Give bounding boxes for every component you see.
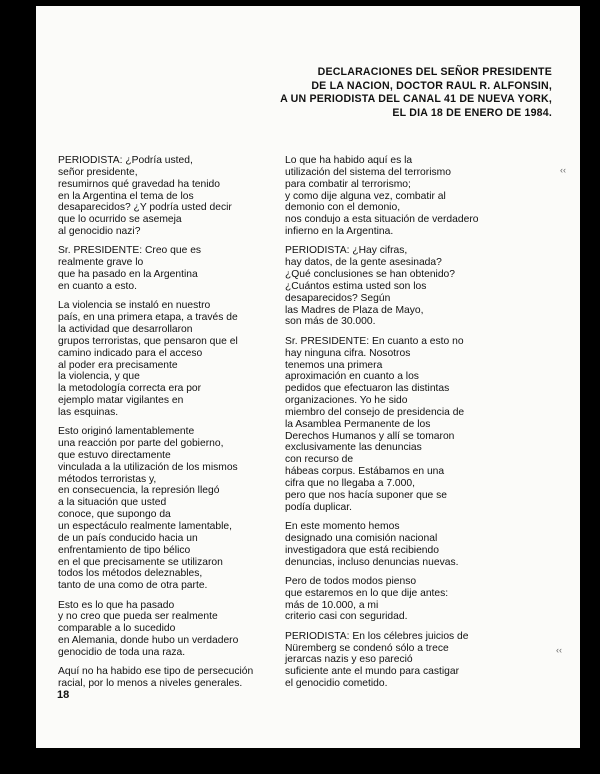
document-heading [280, 66, 552, 120]
paragraph [58, 600, 273, 659]
text-line: PERIODISTA: ¿Hay cifras, [285, 245, 408, 257]
text-line: tanto de una como de otra parte. [58, 580, 208, 592]
text-line: nos condujo a esta situación de verdadero [285, 214, 479, 226]
text-line: con recurso de [285, 454, 354, 466]
paragraph [285, 521, 495, 568]
heading-line: EL DIA 18 DE ENERO DE 1984. [392, 106, 552, 119]
text-line: podía duplicar. [285, 501, 352, 513]
text-line: desaparecidos? ¿Y podría usted decir [58, 202, 232, 214]
text-line: ejemplo matar vigilantes en [58, 395, 184, 407]
text-line: La violencia se instaló en nuestro [58, 300, 211, 312]
text-line: Derechos Humanos y allí se tomaron [285, 430, 455, 442]
text-line: realmente grave lo [58, 257, 144, 269]
paragraph [285, 576, 495, 623]
heading-line: DE LA NACION, DOCTOR RAUL R. ALFONSIN, [311, 79, 552, 92]
text-line: cifra que no llegaba a 7.000, [285, 477, 415, 489]
margin-mark: ‹‹ [556, 645, 562, 655]
text-line: genocidio de toda una raza. [58, 646, 186, 658]
text-line: la violencia, y que [58, 371, 140, 383]
page-number: 18 [57, 689, 70, 701]
text-line: exclusivamente las denuncias [285, 442, 422, 454]
text-line: que estuvo directamente [58, 449, 171, 461]
text-line: señor presidente, [58, 166, 138, 178]
text-line: la metodología correcta era por [58, 383, 202, 395]
text-line: ¿Qué conclusiones se han obtenido? [285, 269, 456, 281]
scan-edge-bottom [0, 748, 600, 774]
text-line: en el que precisamente se utilizaron [58, 556, 223, 568]
text-line: Sr. PRESIDENTE: En cuanto a esto no [285, 335, 464, 347]
text-line: racial, por lo menos a niveles generales. [58, 678, 243, 690]
text-line: que estaremos en lo que dije antes: [285, 587, 449, 599]
text-line: en Alemania, donde hubo un verdadero [58, 635, 239, 647]
text-line: en la Argentina el tema de los [58, 190, 194, 202]
text-line: hábeas corpus. Estábamos en una [285, 466, 445, 478]
text-line: PERIODISTA: En los célebres juicios de [285, 630, 469, 642]
text-line: país, en una primera etapa, a través de [58, 312, 238, 324]
text-line: conoce, que supongo da [58, 509, 171, 521]
text-line: grupos terroristas, que pensaron que el [58, 335, 238, 347]
text-line: el genocidio cometido. [285, 678, 388, 690]
scan-edge-right [580, 0, 600, 774]
text-line: las Madres de Plaza de Mayo, [285, 304, 424, 316]
text-line: que ha pasado en la Argentina [58, 269, 198, 281]
text-line: Sr. PRESIDENTE: Creo que es [58, 245, 202, 257]
text-line: enfrentamiento de tipo bélico [58, 544, 191, 556]
text-line: tenemos una primera [285, 359, 383, 371]
text-line: suficiente ante el mundo para castigar [285, 666, 460, 678]
text-line: demonio con el demonio, [285, 202, 401, 214]
text-line: la actividad que desarrollaron [58, 323, 193, 335]
paragraph [58, 245, 273, 292]
text-line: para combatir al terrorismo; [285, 178, 411, 190]
text-line: las esquinas. [58, 406, 119, 418]
text-line: investigadora que está recibiendo [285, 544, 439, 556]
paragraph [285, 245, 495, 328]
heading-line: A UN PERIODISTA DEL CANAL 41 DE NUEVA YORK, [280, 93, 552, 106]
paragraph [285, 336, 495, 514]
text-line: en cuanto a esto. [58, 280, 138, 292]
paragraph [58, 155, 273, 238]
text-line: son más de 30.000. [285, 316, 376, 328]
text-line: En este momento hemos [285, 520, 400, 532]
text-line: de un país conducido hacia un [58, 532, 198, 544]
text-line: denuncias, incluso denuncias nuevas. [285, 556, 459, 568]
paragraph [58, 666, 273, 690]
text-line: resumirnos qué gravedad ha tenido [58, 178, 220, 190]
paragraph [58, 300, 273, 418]
text-line: Aquí no ha habido ese tipo de persecución [58, 666, 254, 678]
text-line: vinculada a la utilización de los mismos [58, 461, 238, 473]
text-line: que lo ocurrido se asemeja [58, 214, 182, 226]
text-line: desaparecidos? Según [285, 292, 391, 304]
text-line: PERIODISTA: ¿Podría usted, [58, 155, 193, 166]
text-line: Pero de todos modos pienso [285, 575, 417, 587]
text-line: al genocidio nazi? [58, 226, 141, 238]
text-line: pero que nos hacía suponer que se [285, 489, 448, 501]
text-line: camino indicado para el acceso [58, 347, 203, 359]
scan-edge-left [0, 0, 36, 774]
text-line: aproximación en cuanto a los [285, 371, 419, 383]
text-line: designado una comisión nacional [285, 532, 438, 544]
text-line: infierno en la Argentina. [285, 226, 394, 238]
text-line: la Asamblea Permanente de los [285, 418, 431, 430]
text-line: hay ninguna cifra. Nosotros [285, 347, 411, 359]
text-line: al poder era precisamente [58, 359, 178, 371]
text-line: comparable a lo sucedido [58, 623, 176, 635]
text-line: hay datos, de la gente asesinada? [285, 257, 442, 269]
text-line: criterio casi con seguridad. [285, 611, 408, 623]
text-line: y como dije alguna vez, combatir al [285, 190, 446, 202]
text-line: ¿Cuántos estima usted son los [285, 280, 427, 292]
paragraph [285, 155, 495, 238]
paragraph [58, 426, 273, 592]
text-line: Lo que ha habido aquí es la [285, 155, 413, 166]
text-line: a la situación que usted [58, 497, 167, 509]
left-text-column [58, 155, 273, 697]
text-line: en consecuencia, la represión llegó [58, 485, 220, 497]
text-line: Esto es lo que ha pasado [58, 599, 175, 611]
text-line: y no creo que pueda ser realmente [58, 611, 218, 623]
text-line: métodos terroristas y, [58, 473, 157, 485]
margin-mark: ‹‹ [560, 165, 566, 175]
text-line: Esto originó lamentablemente [58, 426, 195, 438]
right-text-column [285, 155, 495, 697]
text-line: pedidos que efectuaron las distintas [285, 383, 450, 395]
text-line: miembro del consejo de presidencia de [285, 406, 465, 418]
text-line: Nüremberg se condenó sólo a trece [285, 642, 449, 654]
text-line: más de 10.000, a mi [285, 599, 379, 611]
text-line: una reacción por parte del gobierno, [58, 438, 224, 450]
text-line: todos los métodos deleznables, [58, 568, 203, 580]
text-line: un espectáculo realmente lamentable, [58, 520, 233, 532]
text-line: organizaciones. Yo he sido [285, 395, 408, 407]
text-line: utilización del sistema del terrorismo [285, 166, 451, 178]
heading-line: DECLARACIONES DEL SEÑOR PRESIDENTE [317, 66, 552, 78]
text-line: jerarcas nazis y eso pareció [285, 654, 413, 666]
paragraph [285, 631, 495, 690]
